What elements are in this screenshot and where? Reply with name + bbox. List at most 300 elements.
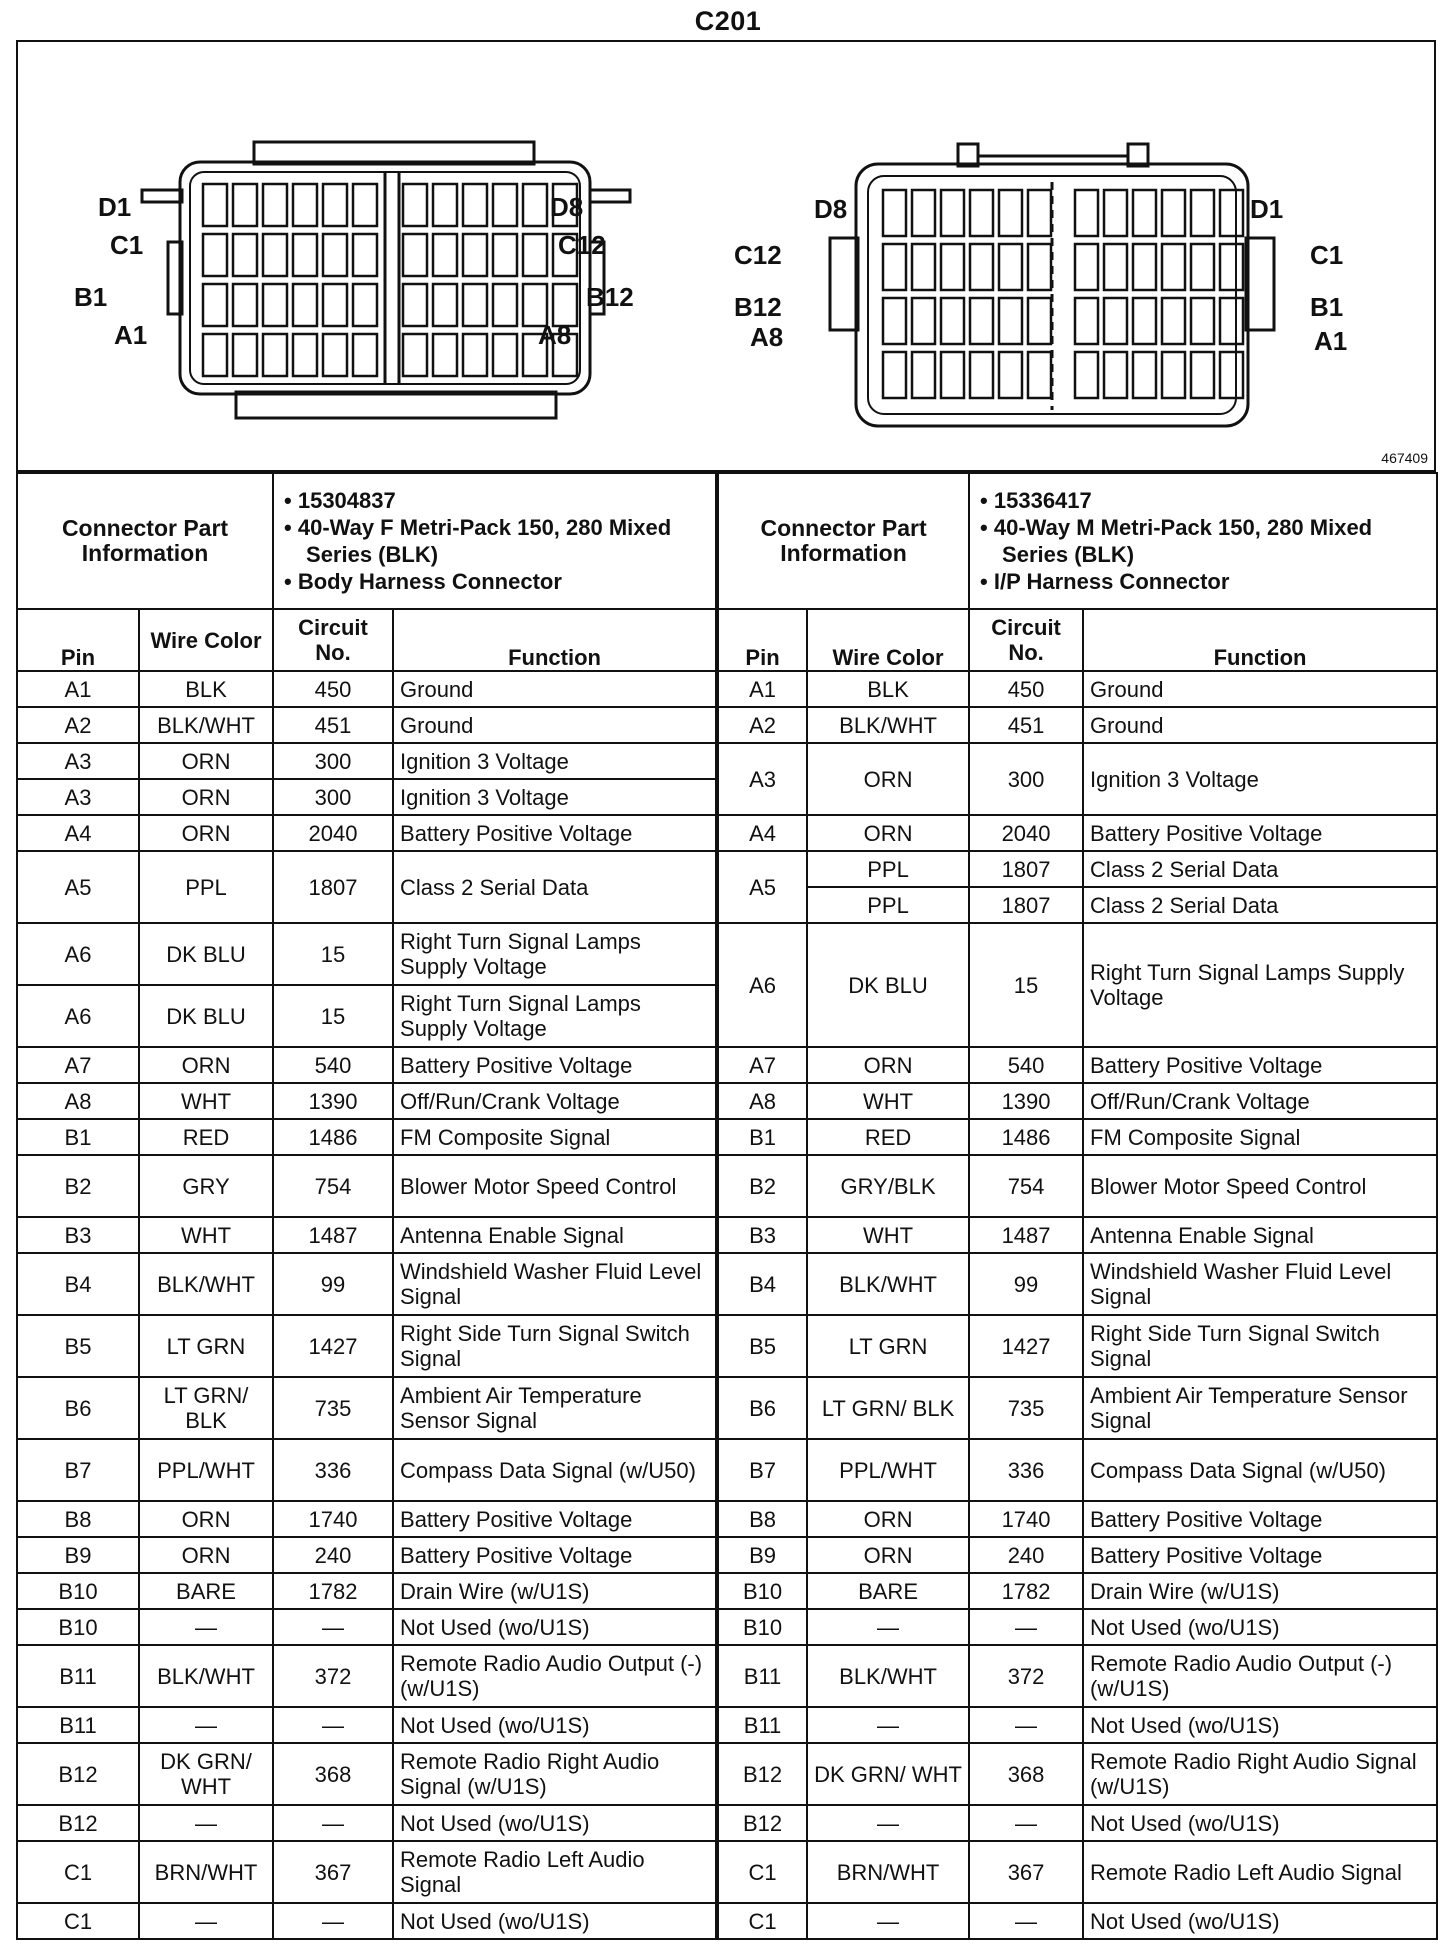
- page-title: C201: [694, 6, 762, 36]
- right-pin-cell: B10: [717, 1573, 807, 1609]
- right-info-item: • 15336417: [980, 488, 1092, 513]
- left-wire-color-cell: ORN: [139, 1047, 273, 1083]
- female-cavity: [433, 284, 457, 326]
- left-circuit-cell: 450: [273, 671, 393, 707]
- left-pin-cell: A5: [17, 851, 139, 923]
- right-function-cell: Off/Run/Crank Voltage: [1083, 1083, 1437, 1119]
- pin-label-r-a8: A8: [750, 322, 784, 352]
- right-wire-color-cell: LT GRN: [807, 1315, 969, 1377]
- left-pin-cell: A6: [17, 985, 139, 1047]
- left-pin-cell: C1: [17, 1903, 139, 1939]
- male-cavity: [941, 352, 964, 398]
- right-circuit-cell: 2040: [969, 815, 1083, 851]
- right-wire-color-cell: ORN: [807, 815, 969, 851]
- male-cavity: [970, 244, 993, 290]
- left-circuit-cell: —: [273, 1707, 393, 1743]
- left-function-cell: Compass Data Signal (w/U50): [393, 1439, 717, 1501]
- left-function-cell: Ignition 3 Voltage: [393, 743, 717, 779]
- right-function-cell: FM Composite Signal: [1083, 1119, 1437, 1155]
- right-circuit-cell: 1807: [969, 851, 1083, 887]
- right-wire-color-cell: BLK/WHT: [807, 1645, 969, 1707]
- table-row: [17, 707, 1437, 743]
- left-function-cell: Not Used (wo/U1S): [393, 1707, 717, 1743]
- right-circuit-cell: 367: [969, 1841, 1083, 1903]
- male-cavity: [1075, 298, 1098, 344]
- right-wire-color-cell: BLK/WHT: [807, 1253, 969, 1315]
- right-pin-cell: B8: [717, 1501, 807, 1537]
- left-wire-color-cell: ORN: [139, 1501, 273, 1537]
- left-circuit-cell: 300: [273, 743, 393, 779]
- table-row: [17, 1083, 1437, 1119]
- left-wire-color-cell: LT GRN/ BLK: [139, 1377, 273, 1439]
- left-function-cell: Ground: [393, 671, 717, 707]
- left-wire-color-cell: BLK/WHT: [139, 707, 273, 743]
- female-cavity: [233, 234, 257, 276]
- left-circuit-cell: 735: [273, 1377, 393, 1439]
- left-function-cell: Drain Wire (w/U1S): [393, 1573, 717, 1609]
- left-wire-color-cell: ORN: [139, 779, 273, 815]
- left-function-cell: Ground: [393, 707, 717, 743]
- female-cavity: [323, 334, 347, 376]
- right-function-cell: Remote Radio Left Audio Signal: [1083, 1841, 1437, 1903]
- left-wire-color-cell: RED: [139, 1119, 273, 1155]
- table-row: [17, 1707, 1437, 1743]
- left-pin-cell: A8: [17, 1083, 139, 1119]
- female-cavity: [403, 284, 427, 326]
- left-circuit-cell: 368: [273, 1743, 393, 1805]
- pin-label-r-b1: B1: [1310, 292, 1344, 322]
- right-circuit-cell: 240: [969, 1537, 1083, 1573]
- right-info-item: • I/P Harness Connector: [980, 569, 1230, 594]
- pin-label-r-d1: D1: [1250, 194, 1284, 224]
- left-wire-color-cell: DK BLU: [139, 985, 273, 1047]
- left-function-cell: Right Side Turn Signal Switch Signal: [393, 1315, 717, 1377]
- pin-label-r-b12: B12: [734, 292, 782, 322]
- right-circuit-cell: —: [969, 1707, 1083, 1743]
- right-wire-color-cell: BARE: [807, 1573, 969, 1609]
- male-cavity: [1191, 298, 1214, 344]
- right-wire-color-cell: WHT: [807, 1083, 969, 1119]
- male-cavity: [1191, 352, 1214, 398]
- left-function-cell: Not Used (wo/U1S): [393, 1805, 717, 1841]
- right-circuit-cell: —: [969, 1805, 1083, 1841]
- table-row: [17, 1609, 1437, 1645]
- male-cavity: [1104, 298, 1127, 344]
- right-function-cell: Class 2 Serial Data: [1083, 887, 1437, 923]
- male-cavity: [1162, 352, 1185, 398]
- right-pin-cell: A8: [717, 1083, 807, 1119]
- left-pin-cell: B3: [17, 1217, 139, 1253]
- right-wire-color-cell: BLK: [807, 671, 969, 707]
- left-wire-color-cell: BARE: [139, 1573, 273, 1609]
- female-cavity: [353, 334, 377, 376]
- table-row: [17, 815, 1437, 851]
- left-function-cell: Windshield Washer Fluid Level Signal: [393, 1253, 717, 1315]
- left-function-cell: Antenna Enable Signal: [393, 1217, 717, 1253]
- right-circuit-cell: —: [969, 1903, 1083, 1939]
- right-wire-color-cell: PPL: [807, 851, 969, 887]
- left-info-title: Connector Part Information: [17, 473, 273, 609]
- left-circuit-cell: 15: [273, 985, 393, 1047]
- female-cavity: [433, 184, 457, 226]
- right-circuit-cell: 368: [969, 1743, 1083, 1805]
- female-cavity: [233, 334, 257, 376]
- right-circuit-cell: 540: [969, 1047, 1083, 1083]
- right-function-cell: Battery Positive Voltage: [1083, 1537, 1437, 1573]
- left-pin-cell: B10: [17, 1609, 139, 1645]
- pin-label-d8: D8: [550, 192, 584, 222]
- male-cavity: [883, 352, 906, 398]
- figure-id: 467409: [1381, 450, 1428, 466]
- left-pin-cell: B6: [17, 1377, 139, 1439]
- left-circuit-cell: 754: [273, 1155, 393, 1217]
- col-pin: Pin: [17, 609, 139, 671]
- left-info-list: [273, 473, 717, 609]
- right-pin-cell: B2: [717, 1155, 807, 1217]
- pin-label-r-c12: C12: [734, 240, 782, 270]
- left-wire-color-cell: PPL: [139, 851, 273, 923]
- col-function: Function: [393, 609, 717, 671]
- left-pin-cell: B2: [17, 1155, 139, 1217]
- right-pin-cell: A7: [717, 1047, 807, 1083]
- right-pin-cell: B10: [717, 1609, 807, 1645]
- left-wire-color-cell: —: [139, 1609, 273, 1645]
- table-row: [17, 1047, 1437, 1083]
- left-function-cell: Battery Positive Voltage: [393, 1537, 717, 1573]
- left-wire-color-cell: WHT: [139, 1083, 273, 1119]
- female-cavity: [463, 284, 487, 326]
- left-wire-color-cell: GRY: [139, 1155, 273, 1217]
- female-cavity: [353, 184, 377, 226]
- col-wire-color: Wire Color: [807, 609, 969, 671]
- table-row: [17, 1841, 1437, 1903]
- female-cavity: [353, 284, 377, 326]
- right-wire-color-cell: —: [807, 1805, 969, 1841]
- table-row: [17, 1119, 1437, 1155]
- right-function-cell: Remote Radio Right Audio Signal (w/U1S): [1083, 1743, 1437, 1805]
- male-cavity: [1075, 352, 1098, 398]
- female-cavity: [203, 284, 227, 326]
- table-row: [17, 1439, 1437, 1501]
- table-row: [17, 1315, 1437, 1377]
- right-function-cell: Battery Positive Voltage: [1083, 1501, 1437, 1537]
- right-info-list: [969, 473, 1437, 609]
- left-pin-cell: B4: [17, 1253, 139, 1315]
- right-wire-color-cell: PPL: [807, 887, 969, 923]
- left-pin-cell: B12: [17, 1743, 139, 1805]
- male-cavity: [970, 190, 993, 236]
- table-row: [17, 1573, 1437, 1609]
- right-pin-cell: B1: [717, 1119, 807, 1155]
- right-function-cell: Battery Positive Voltage: [1083, 815, 1437, 851]
- left-circuit-cell: 1390: [273, 1083, 393, 1119]
- right-function-cell: Antenna Enable Signal: [1083, 1217, 1437, 1253]
- right-pin-cell: B11: [717, 1707, 807, 1743]
- left-pin-cell: A3: [17, 743, 139, 779]
- right-function-cell: Ground: [1083, 707, 1437, 743]
- left-function-cell: Blower Motor Speed Control: [393, 1155, 717, 1217]
- male-cavity: [1028, 298, 1051, 344]
- left-pin-cell: B9: [17, 1537, 139, 1573]
- female-cavity: [463, 184, 487, 226]
- left-function-cell: Battery Positive Voltage: [393, 815, 717, 851]
- right-circuit-cell: 735: [969, 1377, 1083, 1439]
- right-wire-color-cell: —: [807, 1903, 969, 1939]
- left-wire-color-cell: BLK/WHT: [139, 1253, 273, 1315]
- right-pin-cell: B3: [717, 1217, 807, 1253]
- right-wire-color-cell: GRY/BLK: [807, 1155, 969, 1217]
- left-wire-color-cell: ORN: [139, 1537, 273, 1573]
- right-circuit-cell: 1807: [969, 887, 1083, 923]
- right-pin-cell: A4: [717, 815, 807, 851]
- left-circuit-cell: 15: [273, 923, 393, 985]
- table-row: [17, 1377, 1437, 1439]
- left-info-item: • 15304837: [284, 488, 396, 513]
- left-wire-color-cell: DK GRN/ WHT: [139, 1743, 273, 1805]
- right-wire-color-cell: ORN: [807, 743, 969, 815]
- left-function-cell: Off/Run/Crank Voltage: [393, 1083, 717, 1119]
- right-function-cell: Windshield Washer Fluid Level Signal: [1083, 1253, 1437, 1315]
- left-pin-cell: B8: [17, 1501, 139, 1537]
- left-circuit-cell: 540: [273, 1047, 393, 1083]
- male-cavity: [912, 352, 935, 398]
- table-row: [17, 1253, 1437, 1315]
- right-function-cell: Not Used (wo/U1S): [1083, 1609, 1437, 1645]
- female-cavity: [493, 184, 517, 226]
- right-pin-cell: B4: [717, 1253, 807, 1315]
- left-circuit-cell: 1740: [273, 1501, 393, 1537]
- left-function-cell: Right Turn Signal Lamps Supply Voltage: [393, 985, 717, 1047]
- male-cavity: [1028, 190, 1051, 236]
- right-info-item: • 40-Way M Metri-Pack 150, 280 Mixed Series (BLK): [980, 515, 1373, 567]
- right-wire-color-cell: RED: [807, 1119, 969, 1155]
- female-cavity: [263, 234, 287, 276]
- male-cavity: [883, 298, 906, 344]
- table-row: [17, 1537, 1437, 1573]
- left-circuit-cell: 1782: [273, 1573, 393, 1609]
- connector-drawing: [18, 42, 1434, 470]
- left-circuit-cell: 451: [273, 707, 393, 743]
- female-cavity: [203, 334, 227, 376]
- female-cavity: [323, 234, 347, 276]
- male-cavity: [1133, 352, 1156, 398]
- female-cavity: [263, 334, 287, 376]
- male-cavity: [1104, 190, 1127, 236]
- right-pin-cell: B5: [717, 1315, 807, 1377]
- right-wire-color-cell: WHT: [807, 1217, 969, 1253]
- left-circuit-cell: 2040: [273, 815, 393, 851]
- left-function-cell: FM Composite Signal: [393, 1119, 717, 1155]
- right-circuit-cell: 300: [969, 743, 1083, 815]
- right-circuit-cell: 15: [969, 923, 1083, 1047]
- right-circuit-cell: 450: [969, 671, 1083, 707]
- right-pin-cell: A1: [717, 671, 807, 707]
- male-cavity: [999, 352, 1022, 398]
- left-function-cell: Battery Positive Voltage: [393, 1047, 717, 1083]
- right-circuit-cell: 99: [969, 1253, 1083, 1315]
- table-row: [17, 1155, 1437, 1217]
- left-pin-cell: C1: [17, 1841, 139, 1903]
- table-row: [17, 671, 1437, 707]
- left-wire-color-cell: —: [139, 1805, 273, 1841]
- male-cavity: [1220, 352, 1243, 398]
- right-function-cell: Blower Motor Speed Control: [1083, 1155, 1437, 1217]
- right-pin-cell: B7: [717, 1439, 807, 1501]
- left-pin-cell: A2: [17, 707, 139, 743]
- male-cavity: [912, 244, 935, 290]
- col-circuit: Circuit No.: [273, 609, 393, 671]
- column-header-row: [17, 609, 1437, 671]
- male-cavity: [1220, 244, 1243, 290]
- right-wire-color-cell: BRN/WHT: [807, 1841, 969, 1903]
- female-cavity: [493, 334, 517, 376]
- male-cavity: [1133, 244, 1156, 290]
- pin-label-b12: B12: [586, 282, 634, 312]
- left-pin-cell: A1: [17, 671, 139, 707]
- right-circuit-cell: 1486: [969, 1119, 1083, 1155]
- left-function-cell: Battery Positive Voltage: [393, 1501, 717, 1537]
- female-cavity: [233, 184, 257, 226]
- male-cavity: [1191, 190, 1214, 236]
- female-cavity: [433, 334, 457, 376]
- left-info-item: • Body Harness Connector: [284, 569, 562, 594]
- left-pin-cell: B7: [17, 1439, 139, 1501]
- left-pin-cell: A4: [17, 815, 139, 851]
- left-info-item: • 40-Way F Metri-Pack 150, 280 Mixed Series (BLK): [284, 515, 672, 567]
- left-pin-cell: B11: [17, 1645, 139, 1707]
- pin-label-r-c1: C1: [1310, 240, 1344, 270]
- right-circuit-cell: 1740: [969, 1501, 1083, 1537]
- right-circuit-cell: —: [969, 1609, 1083, 1645]
- col-function: Function: [1083, 609, 1437, 671]
- right-circuit-cell: 754: [969, 1155, 1083, 1217]
- female-cavity: [523, 184, 547, 226]
- female-cavity: [293, 234, 317, 276]
- male-cavity: [1028, 352, 1051, 398]
- left-wire-color-cell: PPL/WHT: [139, 1439, 273, 1501]
- left-pin-cell: B1: [17, 1119, 139, 1155]
- left-function-cell: Not Used (wo/U1S): [393, 1609, 717, 1645]
- table-row: [17, 1805, 1437, 1841]
- female-cavity: [523, 234, 547, 276]
- right-wire-color-cell: ORN: [807, 1537, 969, 1573]
- right-circuit-cell: 372: [969, 1645, 1083, 1707]
- col-circuit: Circuit No.: [969, 609, 1083, 671]
- left-circuit-cell: 300: [273, 779, 393, 815]
- left-pin-cell: B10: [17, 1573, 139, 1609]
- female-cavity: [403, 234, 427, 276]
- male-cavity: [1028, 244, 1051, 290]
- left-circuit-cell: 1807: [273, 851, 393, 923]
- female-cavity: [493, 284, 517, 326]
- male-cavity: [1220, 298, 1243, 344]
- table-row: [17, 1217, 1437, 1253]
- male-cavity: [1162, 298, 1185, 344]
- male-cavity: [1075, 244, 1098, 290]
- right-wire-color-cell: DK BLU: [807, 923, 969, 1047]
- pin-label-b1: B1: [74, 282, 108, 312]
- right-wire-color-cell: LT GRN/ BLK: [807, 1377, 969, 1439]
- left-circuit-cell: 367: [273, 1841, 393, 1903]
- right-circuit-cell: 451: [969, 707, 1083, 743]
- female-cavity: [203, 234, 227, 276]
- left-function-cell: Ignition 3 Voltage: [393, 779, 717, 815]
- pin-label-a8: A8: [538, 320, 572, 350]
- male-cavity: [970, 298, 993, 344]
- male-cavity: [999, 190, 1022, 236]
- pin-table: [16, 472, 1438, 1940]
- right-pin-cell: C1: [717, 1903, 807, 1939]
- female-cavity: [403, 184, 427, 226]
- male-cavity: [1104, 352, 1127, 398]
- left-pin-cell: A3: [17, 779, 139, 815]
- table-row: [17, 743, 1437, 779]
- male-cavity: [941, 298, 964, 344]
- male-cavity: [1220, 190, 1243, 236]
- col-wire-color: Wire Color: [139, 609, 273, 671]
- male-cavity: [912, 190, 935, 236]
- left-function-cell: Not Used (wo/U1S): [393, 1903, 717, 1939]
- left-pin-cell: B5: [17, 1315, 139, 1377]
- pin-label-r-d8: D8: [814, 194, 848, 224]
- male-cavity: [941, 190, 964, 236]
- left-function-cell: Ambient Air Temperature Sensor Signal: [393, 1377, 717, 1439]
- male-cavity: [1075, 190, 1098, 236]
- left-wire-color-cell: ORN: [139, 815, 273, 851]
- right-wire-color-cell: —: [807, 1707, 969, 1743]
- right-function-cell: Remote Radio Audio Output (-) (w/U1S): [1083, 1645, 1437, 1707]
- right-pin-cell: A2: [717, 707, 807, 743]
- left-function-cell: Remote Radio Right Audio Signal (w/U1S): [393, 1743, 717, 1805]
- left-wire-color-cell: LT GRN: [139, 1315, 273, 1377]
- left-wire-color-cell: WHT: [139, 1217, 273, 1253]
- connector-info-row: [17, 473, 1437, 609]
- table-row: [17, 1743, 1437, 1805]
- right-function-cell: Ground: [1083, 671, 1437, 707]
- right-wire-color-cell: BLK/WHT: [807, 707, 969, 743]
- right-pin-cell: B12: [717, 1805, 807, 1841]
- female-cavity: [463, 334, 487, 376]
- pin-label-c1: C1: [110, 230, 144, 260]
- right-function-cell: Not Used (wo/U1S): [1083, 1707, 1437, 1743]
- left-circuit-cell: —: [273, 1609, 393, 1645]
- left-function-cell: Class 2 Serial Data: [393, 851, 717, 923]
- right-function-cell: Drain Wire (w/U1S): [1083, 1573, 1437, 1609]
- right-pin-cell: C1: [717, 1841, 807, 1903]
- male-cavity: [999, 298, 1022, 344]
- left-function-cell: Right Turn Signal Lamps Supply Voltage: [393, 923, 717, 985]
- right-pin-cell: B9: [717, 1537, 807, 1573]
- left-pin-cell: A7: [17, 1047, 139, 1083]
- col-pin: Pin: [717, 609, 807, 671]
- left-circuit-cell: 240: [273, 1537, 393, 1573]
- female-cavity: [493, 234, 517, 276]
- right-pin-cell: A3: [717, 743, 807, 815]
- right-function-cell: Not Used (wo/U1S): [1083, 1805, 1437, 1841]
- left-wire-color-cell: —: [139, 1707, 273, 1743]
- right-circuit-cell: 1427: [969, 1315, 1083, 1377]
- pin-label-a1: A1: [114, 320, 148, 350]
- left-wire-color-cell: BLK: [139, 671, 273, 707]
- right-pin-cell: A6: [717, 923, 807, 1047]
- female-cavity: [433, 234, 457, 276]
- male-cavity: [912, 298, 935, 344]
- male-cavity: [1191, 244, 1214, 290]
- female-cavity: [293, 334, 317, 376]
- left-wire-color-cell: ORN: [139, 743, 273, 779]
- right-function-cell: Ignition 3 Voltage: [1083, 743, 1437, 815]
- right-pin-cell: B12: [717, 1743, 807, 1805]
